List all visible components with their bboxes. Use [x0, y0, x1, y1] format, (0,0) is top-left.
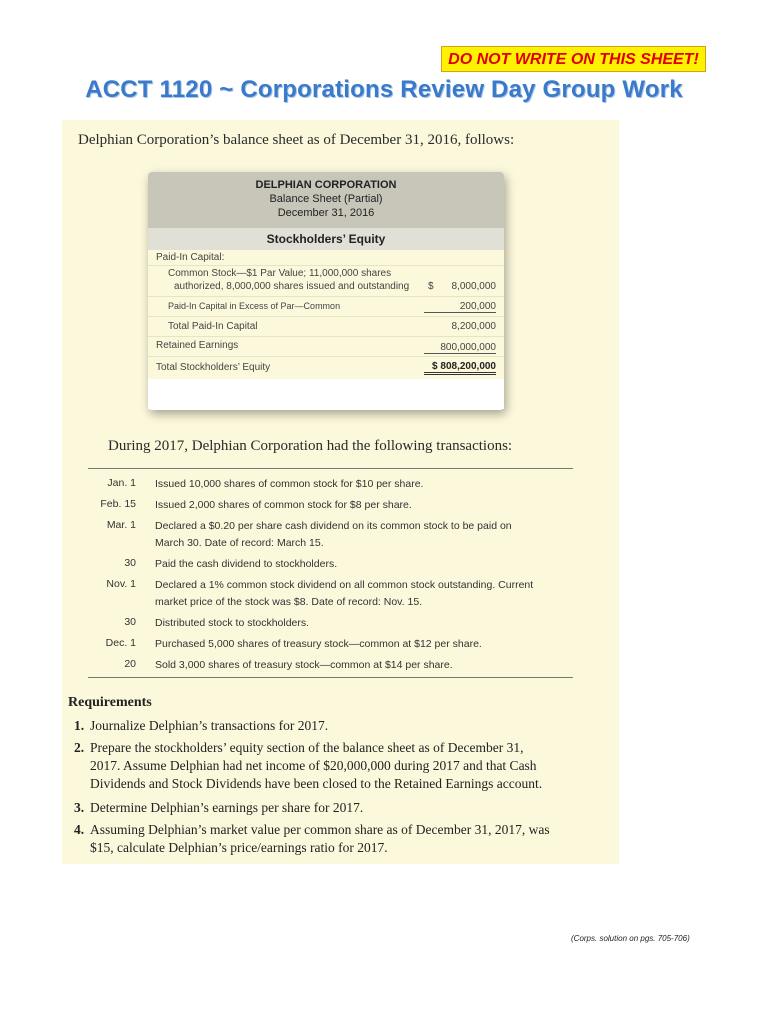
transaction-date: 30: [124, 616, 136, 628]
bs-row-total-equity: [148, 357, 504, 379]
solution-footnote: (Corps. solution on pgs. 705-706): [571, 934, 690, 943]
total-equity-label: Total Stockholders’ Equity: [156, 362, 271, 373]
bs-row-excess: [148, 297, 504, 317]
transaction-desc: Declared a 1% common stock dividend on all common stock outstanding. Current: [155, 579, 534, 591]
transaction-desc: Sold 3,000 shares of treasury stock—common at $14 per share.: [155, 659, 453, 671]
common-stock-label-line2: authorized, 8,000,000 shares issued and outstanding: [174, 281, 410, 292]
transaction-desc: Issued 2,000 shares of common stock for $8 per share.: [155, 499, 412, 511]
requirement-number: 3.: [74, 800, 85, 815]
transactions-bottom-rule: [88, 677, 573, 678]
bs-row-retained: [148, 337, 504, 357]
requirement-text-cont: Dividends and Stock Dividends have been closed to the Retained Earnings account.: [90, 776, 543, 791]
transaction-desc: Purchased 5,000 shares of treasury stock—common at $12 per share.: [155, 638, 482, 650]
transaction-desc-cont: market price of the stock was $8. Date of record: Nov. 15.: [155, 596, 423, 608]
transaction-date: Mar. 1: [106, 519, 136, 531]
common-stock-label-line1: Common Stock—$1 Par Value; 11,000,000 shares: [168, 268, 392, 279]
common-stock-currency: $: [428, 281, 434, 292]
warning-banner: DO NOT WRITE ON THIS SHEET!: [441, 46, 706, 72]
transaction-desc: Paid the cash dividend to stockholders.: [155, 558, 338, 570]
common-stock-amount: 8,000,000: [451, 281, 496, 292]
total-paid-label: Total Paid-In Capital: [168, 321, 258, 332]
intro-text: Delphian Corporation’s balance sheet as of December 31, 2016, follows:: [78, 132, 515, 148]
transaction-date: 30: [124, 557, 136, 569]
page-title: ACCT 1120 ~ Corporations Review Day Group Work: [85, 76, 683, 103]
statement-name: Balance Sheet (Partial): [269, 193, 383, 205]
requirement-number: 2.: [74, 740, 85, 755]
requirement-text: Determine Delphian’s earnings per share for 2017.: [90, 800, 364, 815]
total-paid-amount: 8,200,000: [451, 321, 496, 332]
balance-sheet-card: [148, 172, 504, 410]
transaction-desc: Distributed stock to stockholders.: [155, 617, 310, 629]
transaction-desc-cont: March 30. Date of record: March 15.: [155, 537, 324, 549]
paid-in-label: Paid-In Capital:: [156, 252, 225, 263]
transaction-desc: Declared a $0.20 per share cash dividend on its common stock to be paid on: [155, 520, 512, 532]
transactions-top-rule: [88, 468, 573, 469]
statement-date: December 31, 2016: [277, 207, 375, 219]
requirement-text: Prepare the stockholders’ equity section of the balance sheet as of December 31,: [90, 740, 524, 755]
requirement-text: Assuming Delphian’s market value per common share as of December 31, 2017, was: [90, 822, 550, 837]
bs-row-common-stock: [148, 266, 504, 297]
requirement-text-cont: 2017. Assume Delphian had net income of $20,000,000 during 2017 and that Cash: [90, 758, 537, 773]
balance-sheet-header: [148, 172, 504, 228]
requirement-number: 4.: [74, 822, 85, 837]
company-name: DELPHIAN CORPORATION: [255, 179, 397, 191]
problem-panel: [62, 120, 619, 864]
transaction-desc: Issued 10,000 shares of common stock for $10 per share.: [155, 478, 424, 490]
transaction-date: Feb. 15: [100, 498, 136, 510]
transaction-date: Dec. 1: [105, 637, 136, 649]
bs-row-total-paid: [148, 317, 504, 337]
retained-amount: 800,000,000: [424, 342, 496, 354]
transactions-title: During 2017, Delphian Corporation had the following transactions:: [108, 438, 513, 454]
transaction-date: 20: [124, 658, 136, 670]
retained-label: Retained Earnings: [156, 340, 239, 351]
excess-label: Paid-In Capital in Excess of Par—Common: [168, 301, 341, 311]
section-heading: Stockholders’ Equity: [148, 228, 504, 250]
bs-row-paid-in: [148, 250, 504, 266]
requirement-text-cont: $15, calculate Delphian’s price/earnings ratio for 2017.: [90, 840, 388, 855]
transaction-date: Nov. 1: [106, 578, 136, 590]
requirement-number: 1.: [74, 718, 85, 733]
requirement-text: Journalize Delphian’s transactions for 2017.: [90, 718, 329, 733]
transaction-date: Jan. 1: [107, 477, 136, 489]
requirements-title: Requirements: [68, 695, 152, 710]
total-equity-amount: $ 808,200,000: [424, 361, 496, 375]
excess-amount: 200,000: [424, 301, 496, 313]
